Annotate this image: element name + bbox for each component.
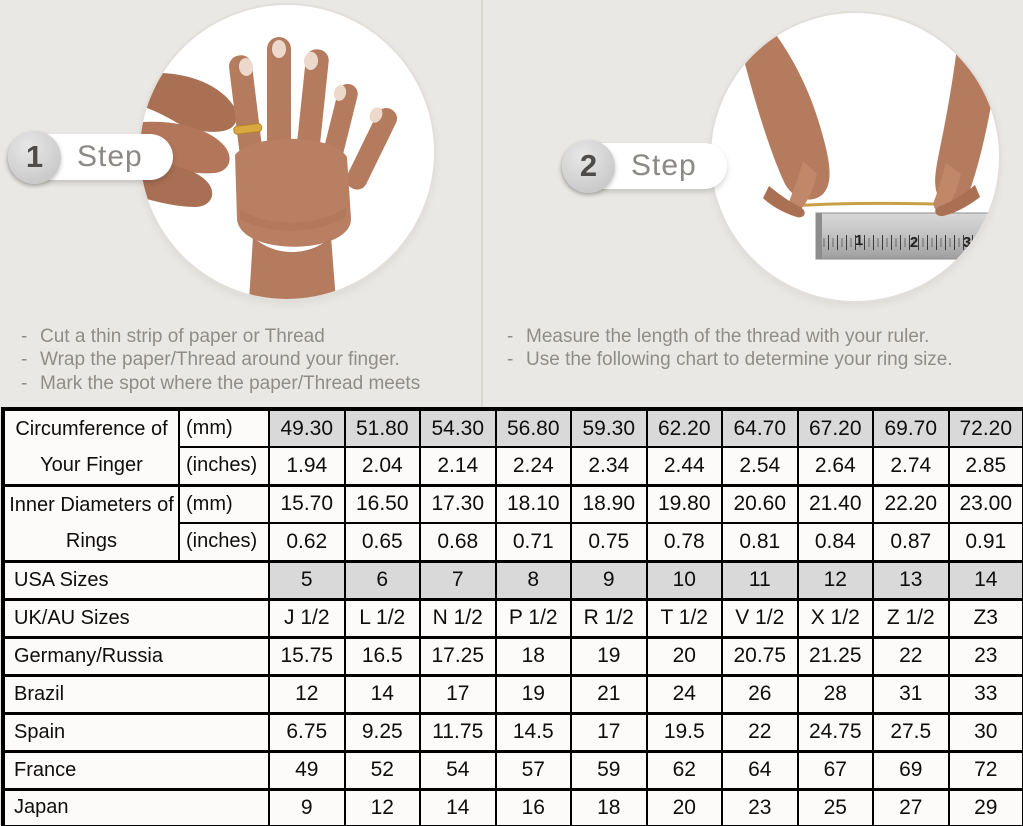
size-value-cell: 0.81 [722, 523, 798, 561]
section-divider [481, 0, 483, 407]
unit-label: (mm) [179, 409, 269, 447]
ruler-number-3: 3 [962, 234, 972, 251]
step2-ruler-photo [711, 13, 999, 301]
size-value-cell: 14.5 [496, 713, 572, 751]
size-value-cell: 2.54 [722, 447, 798, 485]
size-value-cell: 20.75 [722, 637, 798, 675]
size-value-cell: 2.44 [647, 447, 723, 485]
region-label: Brazil [3, 675, 269, 713]
size-value-cell: 29 [949, 789, 1023, 826]
size-value-cell: 49.30 [269, 409, 345, 447]
instruction-item [21, 348, 420, 371]
size-value-cell: 2.85 [949, 447, 1023, 485]
size-value-cell: 67 [798, 751, 874, 789]
step-1-label: Step [77, 140, 143, 173]
size-value-cell: 67.20 [798, 409, 874, 447]
table-row [3, 789, 1023, 826]
size-value-cell: 72.20 [949, 409, 1023, 447]
size-value-cell: V 1/2 [722, 599, 798, 637]
size-value-cell: Z 1/2 [873, 599, 949, 637]
size-value-cell: 0.78 [647, 523, 723, 561]
size-value-cell: 6.75 [269, 713, 345, 751]
instruction-item [21, 372, 420, 395]
size-value-cell: 72 [949, 751, 1023, 789]
region-label: Germany/Russia [3, 637, 269, 675]
size-value-cell: 23 [722, 789, 798, 826]
size-value-cell: 0.62 [269, 523, 345, 561]
size-value-cell: 22 [873, 637, 949, 675]
step-1-badge [8, 134, 173, 180]
size-value-cell: 12 [345, 789, 421, 826]
size-value-cell: 6 [345, 561, 421, 599]
step1-hand-photo [140, 5, 434, 299]
size-value-cell: 51.80 [345, 409, 421, 447]
region-label: USA Sizes [3, 561, 269, 599]
size-value-cell: 18.10 [496, 485, 572, 523]
size-value-cell: 17 [420, 675, 496, 713]
step-2-number: 2 [562, 140, 615, 193]
bullet-dash: - [21, 326, 28, 347]
bullet-dash: - [21, 349, 28, 371]
size-value-cell: 15.70 [269, 485, 345, 523]
size-value-cell: 22.20 [873, 485, 949, 523]
size-value-cell: 2.64 [798, 447, 874, 485]
size-value-cell: 59.30 [571, 409, 647, 447]
size-value-cell: 20 [647, 637, 723, 675]
size-value-cell: 9 [571, 561, 647, 599]
size-value-cell: 8 [496, 561, 572, 599]
size-value-cell: 2.74 [873, 447, 949, 485]
size-value-cell: 23 [949, 637, 1023, 675]
size-value-cell: 30 [949, 713, 1023, 751]
size-value-cell: 1.94 [269, 447, 345, 485]
size-value-cell: 0.87 [873, 523, 949, 561]
size-value-cell: 27.5 [873, 713, 949, 751]
size-value-cell: 14 [420, 789, 496, 826]
size-value-cell: 0.71 [496, 523, 572, 561]
ruler-number-2: 2 [909, 234, 919, 251]
size-value-cell: 11.75 [420, 713, 496, 751]
size-value-cell: 14 [949, 561, 1023, 599]
table-row [3, 713, 1023, 751]
size-value-cell: 5 [269, 561, 345, 599]
size-value-cell: 24.75 [798, 713, 874, 751]
size-value-cell: 64.70 [722, 409, 798, 447]
instruction-text: Measure the length of the thread with your ruler. [526, 326, 930, 347]
instruction-text: Mark the spot where the paper/Thread meets [40, 372, 421, 394]
table-row [3, 751, 1023, 789]
unit-label: (inches) [179, 523, 269, 561]
size-value-cell: 25 [798, 789, 874, 826]
hands-measuring-thread-icon [711, 13, 999, 301]
size-value-cell: 21.25 [798, 637, 874, 675]
step-2-label: Step [631, 149, 697, 182]
ruler-icon [816, 213, 999, 259]
size-value-cell: 49 [269, 751, 345, 789]
size-value-cell: 23.00 [949, 485, 1023, 523]
size-value-cell: 21.40 [798, 485, 874, 523]
step-2-badge [562, 143, 727, 189]
size-value-cell: 31 [873, 675, 949, 713]
instruction-text: Use the following chart to determine your ring size. [526, 349, 953, 371]
size-value-cell: 16.5 [345, 637, 421, 675]
gold-thread-icon [790, 203, 935, 206]
size-value-cell: 20 [647, 789, 723, 826]
unit-label: (mm) [179, 485, 269, 523]
size-value-cell: 11 [722, 561, 798, 599]
size-value-cell: 64 [722, 751, 798, 789]
size-value-cell: 52 [345, 751, 421, 789]
size-value-cell: T 1/2 [647, 599, 723, 637]
size-value-cell: Z3 [949, 599, 1023, 637]
size-value-cell: R 1/2 [571, 599, 647, 637]
region-label: Japan [3, 789, 269, 826]
size-value-cell: 24 [647, 675, 723, 713]
row-group-label: Inner Diameters of Rings [3, 485, 179, 561]
region-label: France [3, 751, 269, 789]
size-value-cell: 17 [571, 713, 647, 751]
size-value-cell: 0.65 [345, 523, 421, 561]
size-value-cell: 18 [571, 789, 647, 826]
size-value-cell: 57 [496, 751, 572, 789]
size-value-cell: 12 [798, 561, 874, 599]
size-value-cell: L 1/2 [345, 599, 421, 637]
bullet-dash: - [507, 349, 514, 371]
table-row [3, 561, 1023, 599]
size-value-cell: 16.50 [345, 485, 421, 523]
size-value-cell: 17.30 [420, 485, 496, 523]
size-value-cell: 33 [949, 675, 1023, 713]
size-value-cell: 56.80 [496, 409, 572, 447]
table-row [3, 599, 1023, 637]
size-value-cell: 0.75 [571, 523, 647, 561]
step-1-number: 1 [8, 131, 61, 184]
region-label: UK/AU Sizes [3, 599, 269, 637]
table-row [3, 675, 1023, 713]
hand-with-ring-icon [140, 5, 434, 299]
size-value-cell: 13 [873, 561, 949, 599]
instruction-item [507, 348, 953, 371]
bullet-dash: - [21, 372, 28, 394]
size-value-cell: 19 [496, 675, 572, 713]
size-value-cell: 0.84 [798, 523, 874, 561]
size-value-cell: 28 [798, 675, 874, 713]
size-value-cell: 2.24 [496, 447, 572, 485]
size-value-cell: 7 [420, 561, 496, 599]
size-value-cell: 12 [269, 675, 345, 713]
size-value-cell: 21 [571, 675, 647, 713]
step-1-instructions [21, 325, 420, 395]
size-value-cell: 19.5 [647, 713, 723, 751]
table-row [3, 637, 1023, 675]
step-2-instructions [507, 325, 953, 372]
instruction-item [21, 325, 420, 348]
size-value-cell: P 1/2 [496, 599, 572, 637]
instruction-item [507, 325, 953, 348]
size-value-cell: 10 [647, 561, 723, 599]
size-value-cell: 62 [647, 751, 723, 789]
ring-size-chart-body [3, 409, 1023, 826]
size-value-cell: 2.14 [420, 447, 496, 485]
size-value-cell: 69 [873, 751, 949, 789]
how-to-measure-section [0, 0, 1023, 407]
size-value-cell: 0.68 [420, 523, 496, 561]
ruler-number-1: 1 [854, 232, 864, 249]
size-value-cell: 62.20 [647, 409, 723, 447]
ring-size-chart-table [1, 407, 1023, 826]
row-group-label: Circumference of Your Finger [3, 409, 179, 485]
size-value-cell: 59 [571, 751, 647, 789]
size-value-cell: 54 [420, 751, 496, 789]
size-value-cell: 54.30 [420, 409, 496, 447]
size-value-cell: 0.91 [949, 523, 1023, 561]
size-value-cell: 2.34 [571, 447, 647, 485]
table-row [3, 409, 1023, 447]
size-value-cell: 26 [722, 675, 798, 713]
size-value-cell: 18 [496, 637, 572, 675]
size-value-cell: X 1/2 [798, 599, 874, 637]
instruction-text: Cut a thin strip of paper or Thread [40, 326, 325, 347]
size-value-cell: 15.75 [269, 637, 345, 675]
size-value-cell: 19.80 [647, 485, 723, 523]
size-value-cell: 17.25 [420, 637, 496, 675]
size-value-cell: 69.70 [873, 409, 949, 447]
size-value-cell: 9.25 [345, 713, 421, 751]
instruction-text: Wrap the paper/Thread around your finger. [40, 349, 400, 371]
size-value-cell: 14 [345, 675, 421, 713]
size-value-cell: 9 [269, 789, 345, 826]
region-label: Spain [3, 713, 269, 751]
size-value-cell: 19 [571, 637, 647, 675]
table-row [3, 485, 1023, 523]
size-value-cell: 20.60 [722, 485, 798, 523]
size-value-cell: J 1/2 [269, 599, 345, 637]
size-value-cell: 16 [496, 789, 572, 826]
size-value-cell: 2.04 [345, 447, 421, 485]
unit-label: (inches) [179, 447, 269, 485]
size-value-cell: 18.90 [571, 485, 647, 523]
size-value-cell: N 1/2 [420, 599, 496, 637]
bullet-dash: - [507, 326, 514, 347]
size-value-cell: 22 [722, 713, 798, 751]
size-value-cell: 27 [873, 789, 949, 826]
